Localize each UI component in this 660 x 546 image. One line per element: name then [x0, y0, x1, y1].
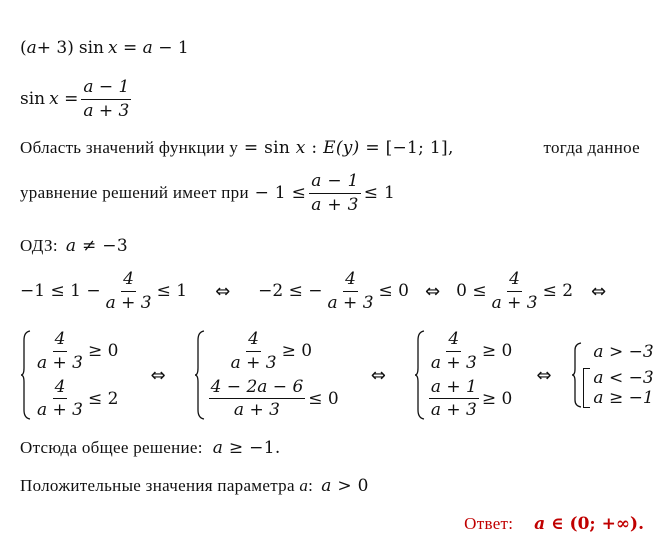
range-text: Область значений функции у — [20, 138, 239, 157]
positive-text: Положительные значения параметра — [20, 476, 295, 495]
system-row: a ≥ −1 — [593, 388, 654, 408]
fraction-numerator: a − 1 — [81, 78, 131, 100]
equivalence-arrow: ⇔ — [591, 280, 607, 302]
fraction-denominator: a + 3 — [37, 352, 84, 373]
fraction-numerator: a − 1 — [309, 172, 361, 194]
var-a: a — [321, 476, 332, 496]
square-bracket-icon — [583, 368, 590, 408]
fraction — [81, 78, 131, 120]
left-brace-icon — [571, 342, 583, 408]
relation: ≥ 0 — [88, 341, 119, 362]
var-E: E — [317, 138, 336, 158]
var-a: a — [65, 236, 77, 256]
range-statement — [20, 138, 640, 158]
chain-part2-right: ≤ 0 — [378, 281, 409, 302]
chain-part2-left: −2 ≤ − — [258, 281, 323, 302]
system-rows — [426, 330, 512, 420]
colon: : — [308, 476, 314, 495]
fraction-denominator: a + 3 — [230, 352, 277, 373]
equivalence-arrow: ⇔ — [150, 364, 166, 386]
var-a: a — [142, 38, 153, 58]
relation: ≤ 0 — [308, 388, 339, 409]
fraction — [35, 330, 85, 372]
fraction-denominator: a + 3 — [430, 400, 477, 421]
relation: ≤ 2 — [88, 388, 119, 409]
fraction — [490, 270, 540, 312]
fraction-denominator: a + 3 — [105, 292, 152, 313]
fraction — [229, 330, 279, 372]
system-rows — [32, 330, 118, 420]
fraction — [209, 378, 306, 420]
statement-text: уравнение решений имеет при — [20, 183, 249, 203]
system-row — [426, 330, 512, 372]
fraction-denominator: a + 3 — [491, 292, 538, 313]
left-brace-icon — [194, 330, 206, 420]
equation-sin-x — [20, 78, 134, 120]
var-x: x — [290, 138, 306, 158]
equals-sign: = — [117, 38, 143, 58]
var-x: x — [49, 89, 59, 110]
system-row — [206, 330, 339, 372]
system-row — [206, 378, 339, 420]
range-value: = [−1; 1], — [359, 138, 454, 158]
fraction-denominator: a + 3 — [83, 100, 130, 121]
chain-part1-right: ≤ 1 — [156, 281, 188, 302]
equivalence-arrow: ⇔ — [215, 280, 231, 302]
system-row — [32, 330, 118, 372]
fraction-numerator: 4 — [53, 330, 68, 352]
fraction-numerator: 4 — [446, 330, 461, 352]
fraction-denominator: a + 3 — [37, 400, 84, 421]
domain-condition — [20, 236, 128, 256]
system-rows — [206, 330, 339, 420]
var-a: a — [212, 438, 224, 458]
var-a: a — [26, 38, 37, 58]
fraction-denominator: a + 3 — [327, 292, 374, 313]
var-a: a — [294, 476, 309, 495]
continuation-text: тогда данное — [543, 138, 640, 157]
condition-value: > 0 — [331, 476, 369, 496]
solution-text: Отсюда общее решение: — [20, 438, 203, 457]
positive-values — [20, 476, 369, 496]
fraction — [326, 270, 376, 312]
fraction — [309, 172, 361, 214]
inequality-statement — [20, 172, 395, 214]
bracket-rows — [593, 368, 653, 408]
condition-value: ≠ −3 — [76, 236, 128, 256]
relation: ≥ 0 — [281, 341, 313, 362]
term-minus1: − 1 — [152, 38, 189, 58]
equivalence-arrow: ⇔ — [425, 280, 441, 302]
term-plus3: + 3) — [36, 38, 74, 58]
sin-expression: = sin — [238, 138, 291, 158]
system-row — [426, 378, 512, 420]
var-a: a — [534, 514, 546, 534]
fraction-numerator: 4 — [121, 270, 136, 292]
relation: ≥ 0 — [481, 341, 513, 362]
system-row — [32, 378, 118, 420]
system-row: a < −3 — [593, 368, 654, 388]
system-row: a > −3 — [593, 342, 654, 362]
condition-value: ≥ −1. — [223, 438, 281, 458]
fraction — [429, 378, 479, 420]
sin-function: sin — [78, 38, 105, 58]
colon: : — [305, 138, 318, 158]
left-brace-icon — [20, 330, 32, 420]
system-3 — [414, 330, 512, 420]
system-1 — [20, 330, 118, 420]
fraction-denominator: a + 3 — [430, 352, 477, 373]
fraction-numerator: 4 — [507, 270, 522, 292]
inequality-chain — [20, 270, 606, 312]
left-bound: − 1 ≤ — [248, 183, 307, 204]
fraction-denominator: a + 3 — [233, 400, 280, 421]
sin-function: sin — [20, 89, 46, 110]
fraction-numerator: 4 — [246, 330, 261, 352]
equals-sign: = — [58, 89, 79, 110]
equivalence-arrow: ⇔ — [370, 364, 386, 386]
answer-label: Ответ: — [464, 514, 514, 533]
answer-set: ∈ (0; +∞). — [545, 514, 644, 534]
fraction-numerator: 4 — [53, 378, 68, 400]
fraction — [429, 330, 479, 372]
var-y: (y) — [335, 138, 360, 158]
paren-open: ( — [20, 38, 27, 58]
bracket-group — [583, 368, 653, 408]
chain-part3-right: ≤ 2 — [542, 281, 574, 302]
answer — [464, 514, 644, 534]
fraction-denominator: a + 3 — [311, 194, 359, 215]
left-brace-icon — [414, 330, 426, 420]
odz-label: ОДЗ: — [20, 236, 58, 255]
equation-original — [20, 38, 189, 58]
equivalence-arrow: ⇔ — [536, 364, 552, 386]
fraction — [104, 270, 154, 312]
fraction-numerator: 4 − 2a − 6 — [209, 378, 306, 400]
relation: ≥ 0 — [481, 388, 513, 409]
fraction — [35, 378, 85, 420]
chain-part3-left: 0 ≤ — [456, 281, 487, 302]
right-bound: ≤ 1 — [363, 183, 396, 204]
system-rows — [583, 342, 653, 408]
system-4 — [571, 342, 653, 408]
fraction-numerator: a + 1 — [429, 378, 479, 400]
fraction-numerator: 4 — [343, 270, 358, 292]
general-solution — [20, 438, 281, 458]
system-2 — [194, 330, 339, 420]
systems-row — [20, 330, 658, 420]
var-x: x — [108, 38, 118, 58]
chain-part1-left: −1 ≤ 1 − — [20, 281, 101, 302]
